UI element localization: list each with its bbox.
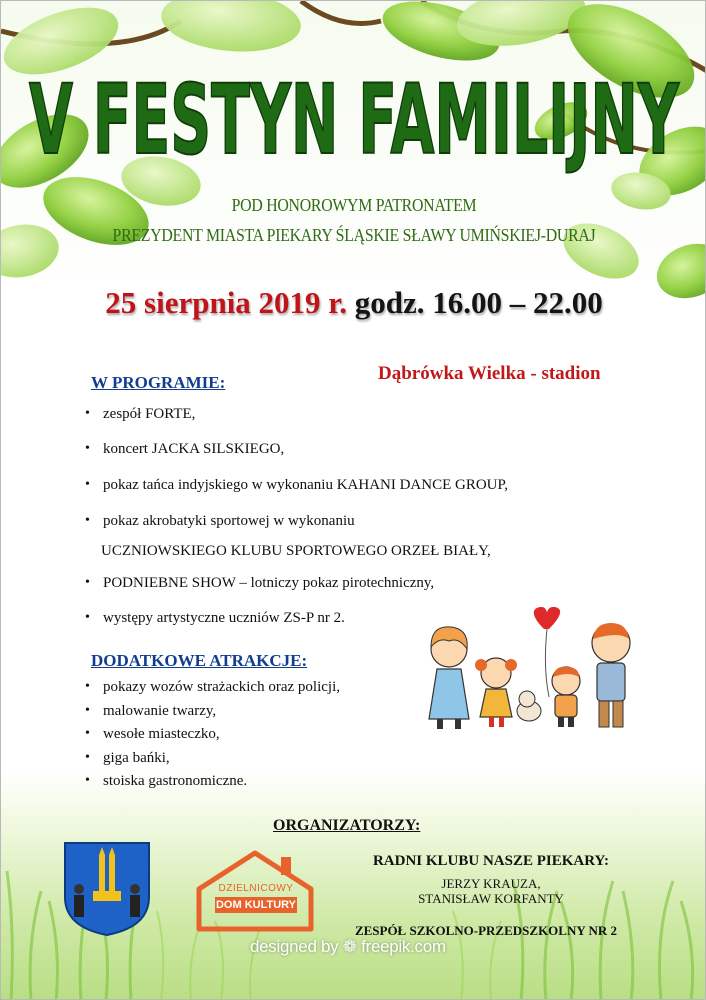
family-illustration xyxy=(409,607,649,732)
logo-line-1: DZIELNICOWY xyxy=(218,883,294,894)
council-member-2: STANISŁAW KORFANTY xyxy=(418,891,564,906)
list-item: • zespół FORTE, xyxy=(79,406,508,441)
festival-title-text: V FESTYN FAMILIJNY xyxy=(29,64,680,176)
list-item: • malowanie twarzy, xyxy=(79,703,340,727)
list-item: • wesołe miasteczko, xyxy=(79,726,340,750)
extras-heading: DODATKOWE ATRAKCJE: xyxy=(91,651,308,670)
council-member-1: JERZY KRAUZA, xyxy=(441,876,541,891)
patronage-line-1: POD HONOROWYM PATRONATEM xyxy=(231,195,477,215)
logo-line-2: DOM KULTURY xyxy=(215,899,297,911)
coat-of-arms-icon xyxy=(63,841,151,937)
list-item-continuation: UCZNIOWSKIEGO KLUBU SPORTOWEGO ORZEŁ BIAŁY, xyxy=(101,543,491,559)
venue: Dąbrówka Wielka - stadion xyxy=(378,363,601,384)
culture-house-logo xyxy=(193,849,317,933)
event-date: 25 sierpnia 2019 r. xyxy=(105,285,347,320)
list-item: • koncert JACKA SILSKIEGO, xyxy=(79,441,508,477)
school-name: ZESPÓŁ SZKOLNO-PRZEDSZKOLNY NR 2 xyxy=(354,923,618,938)
list-item: • PODNIEBNE SHOW – lotniczy pokaz pirotechniczny, xyxy=(79,575,508,610)
extras-list xyxy=(79,679,340,797)
list-item: • giga bańki, xyxy=(79,750,340,774)
festival-title xyxy=(1,41,706,181)
list-item: • pokaz akrobatyki sportowej w wykonaniu xyxy=(79,513,508,543)
freepik-credit: designed by ❁ freepik.com xyxy=(250,937,446,956)
heart-balloon-icon xyxy=(534,607,560,629)
date-time xyxy=(1,285,706,321)
council-title: RADNI KLUBU NASZE PIEKARY: xyxy=(372,853,610,869)
list-item: • pokaz tańca indyjskiego w wykonaniu KAHANI DANCE GROUP, xyxy=(79,477,508,513)
list-item: • występy artystyczne uczniów ZS-P nr 2. xyxy=(79,610,508,640)
organizers-heading: ORGANIZATORZY: xyxy=(273,817,421,834)
patronage-line-2: PREZYDENT MIASTA PIEKARY ŚLĄSKIE SŁAWY UMIŃSKIEJ-DURAJ xyxy=(112,225,596,245)
event-time: godz. 16.00 – 22.00 xyxy=(354,285,603,320)
program-heading: W PROGRAMIE: xyxy=(91,373,226,392)
list-item: • stoiska gastronomiczne. xyxy=(79,773,340,797)
list-item: • pokazy wozów strażackich oraz policji, xyxy=(79,679,340,703)
program-list xyxy=(79,406,508,640)
